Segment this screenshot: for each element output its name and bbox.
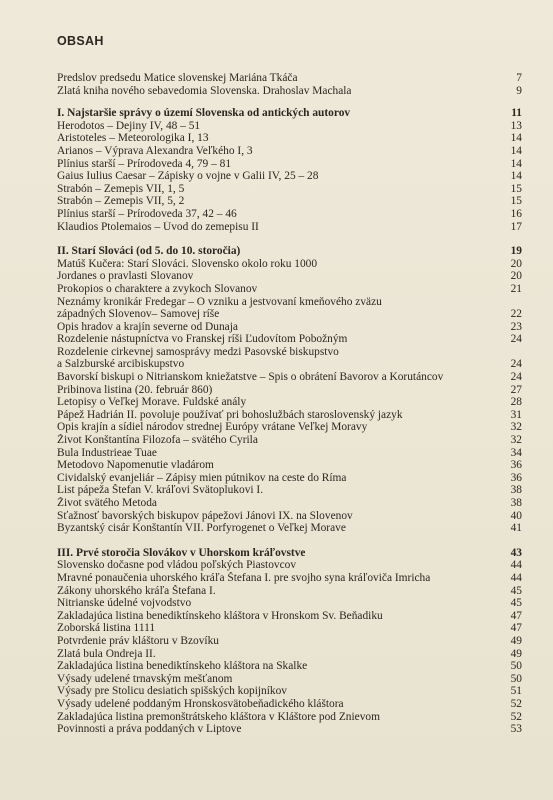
page-title: OBSAH xyxy=(57,34,104,48)
toc-entry xyxy=(57,648,522,661)
toc-entry xyxy=(57,459,522,472)
toc-entry xyxy=(57,698,522,711)
toc-page-number: 36 xyxy=(510,459,522,472)
toc-entry-title: Zakladajúca listina premonštrátskeho kláštora v Kláštore pod Znievom xyxy=(57,710,380,723)
toc-entry xyxy=(57,371,522,384)
toc-entry-title: Výsady udelené trnavským mešťanom xyxy=(57,672,233,685)
toc-entry xyxy=(57,635,522,648)
toc-entry-title: Sťažnosť bavorských biskupov pápežovi Jánovi IX. na Slovenov xyxy=(57,509,353,522)
toc-page-number: 15 xyxy=(510,182,522,195)
section-gap xyxy=(57,535,522,547)
toc-entry-title: Plínius starší – Prírodoveda 4, 79 – 81 xyxy=(57,157,232,170)
toc-entry-title: Bula Industrieae Tuae xyxy=(57,446,157,459)
toc-entry xyxy=(57,660,522,673)
toc-entry xyxy=(57,346,522,359)
toc-entry xyxy=(57,622,522,635)
toc-entry-title: Matúš Kučera: Starí Slováci. Slovensko okolo roku 1000 xyxy=(57,257,318,270)
toc-entry-title: Povinnosti a práva poddaných v Liptove xyxy=(57,723,242,736)
toc-entry-title: II. Starí Slováci (od 5. do 10. storočia) xyxy=(57,245,241,258)
toc-entry-title: Život svätého Metoda xyxy=(57,497,157,509)
section-gap xyxy=(57,97,522,107)
toc-entry-title: Bavorskí biskupi o Nitrianskom kniežatstve – Spis o obrátení Bavorov a Korutáncov xyxy=(57,371,444,384)
toc-page-number: 45 xyxy=(510,584,522,597)
toc-entry-title: Zakladajúca listina benediktínskeho kláštora v Hronskom Sv. Beňadiku xyxy=(57,609,383,622)
toc-entry xyxy=(57,723,522,736)
toc-entry xyxy=(57,559,522,572)
toc-entry-title: Byzantský cisár Konštantín VII. Porfyrogenet o Veľkej Morave xyxy=(57,522,346,535)
toc-entry xyxy=(57,572,522,585)
toc-page-number: 40 xyxy=(510,509,522,522)
toc-page-number: 24 xyxy=(510,358,522,371)
toc-entry xyxy=(57,673,522,686)
toc-page-number: 14 xyxy=(510,132,522,145)
toc-page-number: 31 xyxy=(510,408,522,421)
toc-entry xyxy=(57,308,522,321)
toc-page-number: 17 xyxy=(510,220,522,233)
toc-page-number: 34 xyxy=(510,446,522,459)
toc-entry xyxy=(57,472,522,485)
toc-entry xyxy=(57,296,522,309)
toc-entry-title: Opis krajín a sídiel národov strednej Európy vrátane Veľkej Moravy xyxy=(57,421,368,434)
toc-page-number: 16 xyxy=(510,207,522,220)
toc-entry xyxy=(57,597,522,610)
toc-page-number: 52 xyxy=(510,710,522,723)
toc-entry-title: Rozdelenie cirkevnej samosprávy medzi Pasovské biskupstvo xyxy=(57,345,339,358)
toc-page-number: 20 xyxy=(510,270,522,283)
toc-entry-title: Predslov predsedu Matice slovenskej Mariána Tkáča xyxy=(57,72,298,84)
toc-page-number: 15 xyxy=(510,195,522,208)
toc-page-number: 49 xyxy=(510,634,522,647)
toc-page-number: 32 xyxy=(510,421,522,434)
toc-page-number: 27 xyxy=(510,383,522,396)
toc-page-number: 41 xyxy=(510,522,522,535)
toc-entry-title: III. Prvé storočia Slovákov v Uhorskom kráľovstve xyxy=(57,546,306,559)
toc-page-number: 7 xyxy=(516,72,522,84)
toc-page-number: 36 xyxy=(510,471,522,484)
toc-entry xyxy=(57,333,522,346)
toc-section-heading xyxy=(57,107,522,120)
toc-page-number: 38 xyxy=(510,497,522,509)
toc-page-number: 22 xyxy=(510,308,522,321)
toc-entry xyxy=(57,585,522,598)
toc-entry-title: Arianos – Výprava Alexandra Veľkého I, 3 xyxy=(57,144,253,157)
toc-entry-title: Aristoteles – Meteorologika I, 13 xyxy=(57,132,209,145)
toc-entry-title: Potvrdenie práv kláštoru v Bzovíku xyxy=(57,634,219,647)
toc-entry-title: západných Slovenov– Samovej ríše xyxy=(57,308,220,321)
toc-entry-title: Letopisy o Veľkej Morave. Fuldské anály xyxy=(57,396,247,409)
toc-entry-title: Plínius starší – Prírodoveda 37, 42 – 46 xyxy=(57,207,237,220)
toc-page-number: 24 xyxy=(510,371,522,384)
toc-entry xyxy=(57,221,522,234)
toc-page-number: 24 xyxy=(510,333,522,346)
toc-entry xyxy=(57,85,522,98)
toc-page-number: 45 xyxy=(510,597,522,610)
toc-entry-title: Pribinova listina (20. február 860) xyxy=(57,383,213,396)
toc-entry xyxy=(57,484,522,497)
toc-page-number: 13 xyxy=(510,119,522,132)
toc-entry xyxy=(57,208,522,221)
toc-entry xyxy=(57,195,522,208)
toc-entry xyxy=(57,384,522,397)
section-gap xyxy=(57,233,522,245)
toc-entries xyxy=(57,72,522,736)
toc-page-number: 23 xyxy=(510,320,522,333)
toc-page-number: 44 xyxy=(510,559,522,572)
toc-entry xyxy=(57,510,522,523)
toc-page-number: 53 xyxy=(510,723,522,736)
toc-entry-title: Klaudios Ptolemaios – Úvod do zemepisu II xyxy=(57,220,259,233)
toc-page-number: 9 xyxy=(516,84,522,97)
toc-entry-title: Rozdelenie nástupníctva vo Franskej ríši Ľudovítom Pobožným xyxy=(57,333,348,346)
toc-entry-title: I. Najstaršie správy o území Slovenska od antických autorov xyxy=(57,107,351,120)
toc-entry-title: Prokopios o charaktere a zvykoch Slovanov xyxy=(57,282,258,295)
toc-entry-title: Zlatá bula Ondreja II. xyxy=(57,647,156,660)
toc-entry-title: List pápeža Štefan V. kráľovi Svätoplukovi I. xyxy=(57,484,264,497)
toc-entry xyxy=(57,409,522,422)
toc-entry xyxy=(57,522,522,535)
toc-entry xyxy=(57,358,522,371)
toc-entry-title: Zakladajúca listina benediktínskeho kláštora na Skalke xyxy=(57,660,308,673)
toc-entry xyxy=(57,120,522,133)
toc-entry xyxy=(57,158,522,171)
toc-entry xyxy=(57,447,522,460)
toc-entry xyxy=(57,132,522,145)
toc-entry-title: Cividalský evanjeliár – Zápisy mien pútnikov na ceste do Ríma xyxy=(57,471,347,484)
toc-page-number: 47 xyxy=(510,609,522,622)
toc-entry-title: Zoborská listina 1111 xyxy=(57,622,156,635)
toc-entry xyxy=(57,170,522,183)
toc-page-number: 14 xyxy=(510,144,522,157)
toc-entry xyxy=(57,434,522,447)
toc-entry xyxy=(57,321,522,334)
toc-page-number: 38 xyxy=(510,484,522,497)
toc-entry xyxy=(57,258,522,271)
toc-section-heading xyxy=(57,245,522,258)
toc-entry-title: Gaius Iulius Caesar – Zápisky o vojne v Galii IV, 25 – 28 xyxy=(57,170,319,183)
toc-entry-title: Strabón – Zemepis VII, 5, 2 xyxy=(57,195,185,208)
toc-entry-title: Výsady udelené poddaným Hronskosvätobeňadického kláštora xyxy=(57,697,344,710)
toc-page-number: 19 xyxy=(510,245,522,258)
toc-entry-title: Metodovo Napomenutie vladárom xyxy=(57,459,214,472)
toc-entry-title: Slovensko dočasne pod vládou poľských Piastovcov xyxy=(57,559,297,572)
toc-page-number: 14 xyxy=(510,170,522,183)
toc-entry xyxy=(57,421,522,434)
toc-entry xyxy=(57,497,522,510)
toc-page-number: 20 xyxy=(510,257,522,270)
toc-section-heading xyxy=(57,547,522,560)
toc-entry xyxy=(57,270,522,283)
toc-page-number: 32 xyxy=(510,434,522,447)
toc-entry xyxy=(57,685,522,698)
toc-entry-title: Nitrianske údelné vojvodstvo xyxy=(57,597,192,610)
toc-entry-title: Herodotos – Dejiny IV, 48 – 51 xyxy=(57,119,201,132)
toc-page-number: 49 xyxy=(510,647,522,660)
toc-entry-title: Jordanes o pravlasti Slovanov xyxy=(57,270,194,283)
toc-entry-title: Neznámy kronikár Fredegar – O vzniku a jestvovaní kmeňového zväzu xyxy=(57,295,382,308)
toc-page-number: 52 xyxy=(510,697,522,710)
toc-entry-title: Strabón – Zemepis VII, 1, 5 xyxy=(57,182,185,195)
toc-entry-title: Zlatá kniha nového sebavedomia Slovenska. Drahoslav Machala xyxy=(57,84,352,97)
toc-entry-title: Zákony uhorského kráľa Štefana I. xyxy=(57,584,216,597)
toc-page-number: 14 xyxy=(510,157,522,170)
toc-page-number: 50 xyxy=(510,672,522,685)
toc-page-number: 11 xyxy=(511,107,522,120)
toc-page-number: 50 xyxy=(510,660,522,673)
toc-entry-title: Výsady pre Stolicu desiatich spišských kopijníkov xyxy=(57,685,288,698)
toc-entry-title: Opis hradov a krajín severne od Dunaja xyxy=(57,320,238,333)
toc-entry xyxy=(57,711,522,724)
toc-page-number: 44 xyxy=(510,571,522,584)
toc-page-number: 28 xyxy=(510,396,522,409)
toc-page-number: 21 xyxy=(510,282,522,295)
toc-entry xyxy=(57,283,522,296)
toc-entry xyxy=(57,72,522,85)
toc-entry xyxy=(57,610,522,623)
toc-entry-title: Život Konštantína Filozofa – svätého Cyrila xyxy=(57,434,258,447)
toc-entry-title: a Salzburské arcibiskupstvo xyxy=(57,358,185,371)
toc-entry-title: Mravné ponaučenia uhorského kráľa Štefana I. pre svojho syna kráľoviča Imricha xyxy=(57,571,431,584)
toc-page-number: 43 xyxy=(510,546,522,559)
toc-entry-title: Pápež Hadrián II. povoluje používať pri bohoslužbách staroslovenský jazyk xyxy=(57,408,403,421)
toc-entry xyxy=(57,396,522,409)
toc-page-number: 51 xyxy=(510,685,522,698)
toc-page-number: 47 xyxy=(510,622,522,635)
toc-entry xyxy=(57,145,522,158)
toc-entry xyxy=(57,183,522,196)
